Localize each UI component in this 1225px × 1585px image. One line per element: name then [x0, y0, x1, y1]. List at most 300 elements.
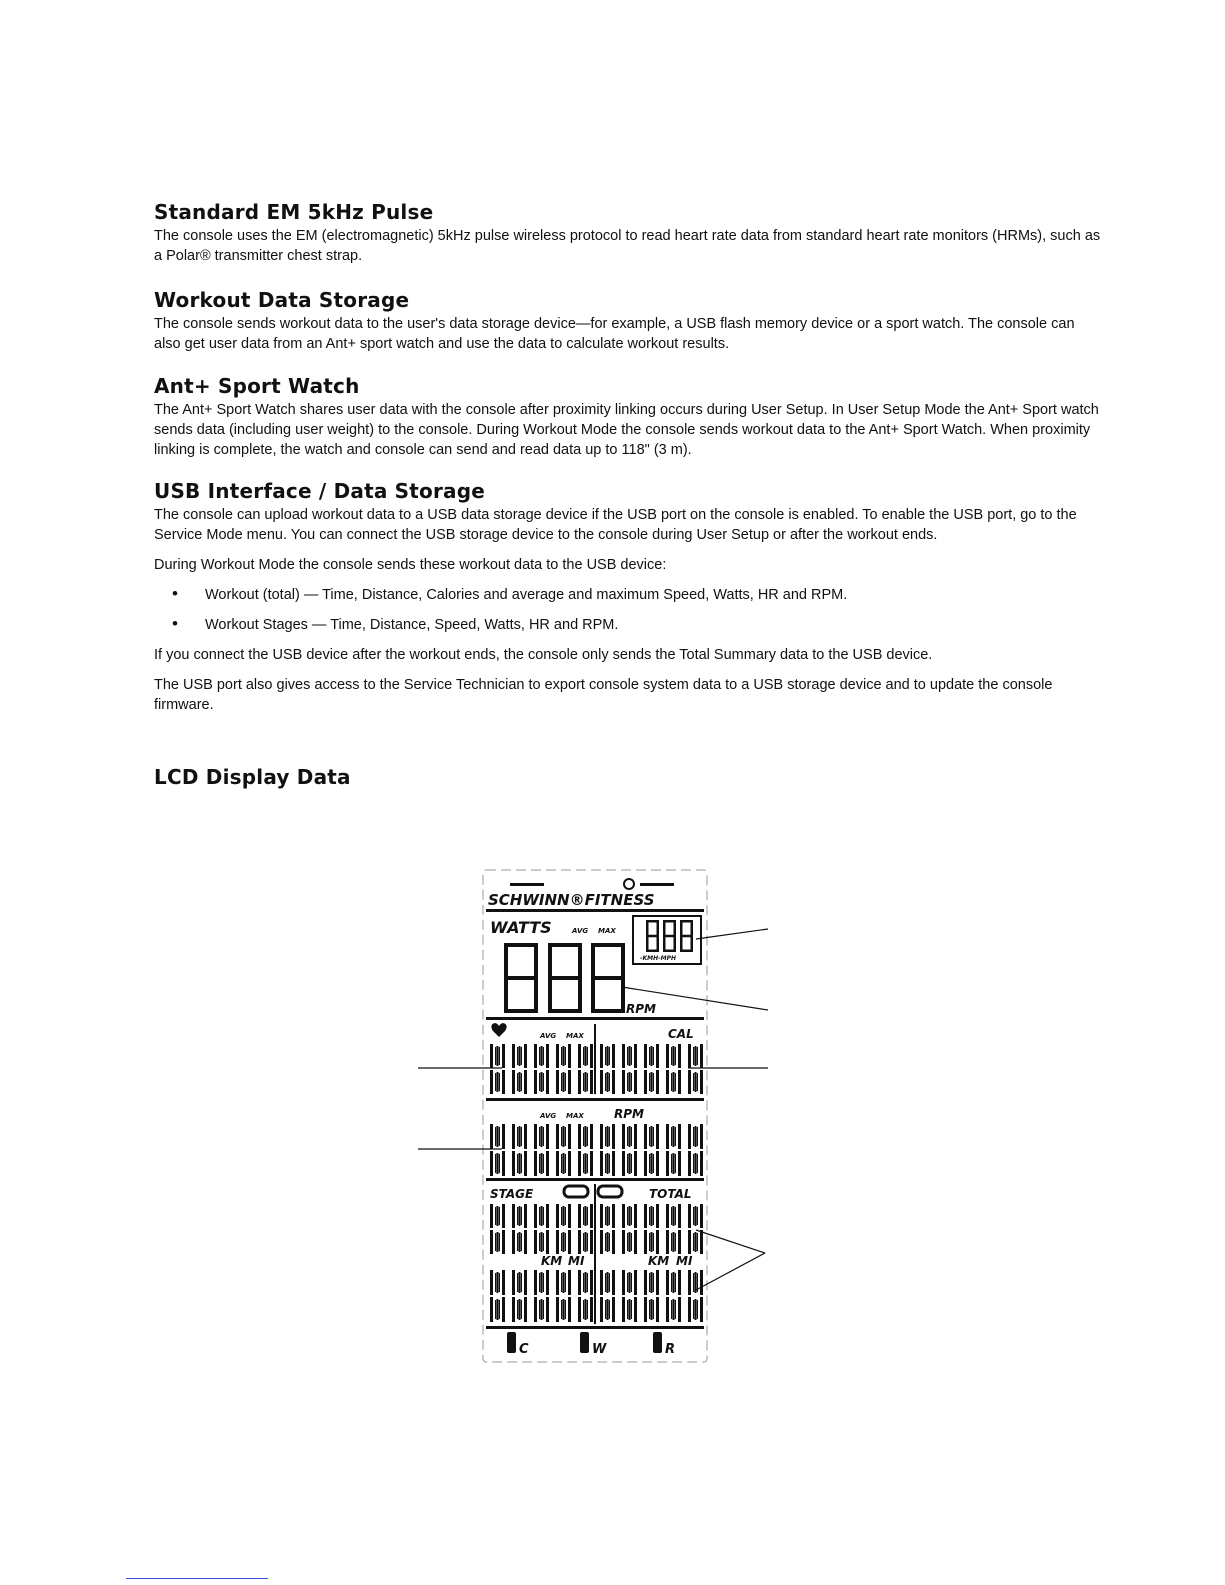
lcd-divider: [486, 1326, 704, 1329]
lcd-segment: [490, 1044, 493, 1068]
lcd-segment: [585, 1299, 587, 1320]
lcd-mi-label: MI: [568, 1254, 585, 1268]
section-paragraph: During Workout Mode the console sends these workout data to the USB device:: [154, 557, 667, 573]
lcd-segment: [695, 1046, 697, 1066]
lcd-segment: [519, 1206, 521, 1226]
lcd-segment: [563, 1072, 565, 1092]
lcd-segment: [671, 1127, 672, 1146]
lcd-segment: [495, 1154, 496, 1173]
lcd-segment: [612, 1070, 615, 1094]
lcd-segment: [609, 1127, 610, 1146]
lcd-segment: [666, 1297, 669, 1322]
lcd-segment: [565, 1154, 566, 1173]
lcd-segment: [627, 1127, 628, 1146]
lcd-segment: [578, 1270, 581, 1295]
lcd-segment: [587, 1207, 588, 1225]
lcd-segment: [627, 1207, 628, 1225]
lcd-segment: [578, 1297, 581, 1322]
lcd-segment: [502, 1230, 505, 1254]
lcd-segment: [688, 1270, 691, 1295]
lcd-speed-digits: [646, 920, 693, 952]
lcd-segment: [609, 1233, 610, 1251]
battery-label: W: [592, 1342, 607, 1357]
lcd-segment: [541, 1126, 543, 1147]
lcd-segment: [675, 1300, 676, 1319]
lcd-segment: [609, 1154, 610, 1173]
lcd-segment: [504, 976, 538, 980]
lcd-segment: [534, 1270, 537, 1295]
lcd-segment: [524, 1270, 527, 1295]
lcd-segment: [629, 1072, 631, 1092]
lcd-segment: [656, 1151, 659, 1176]
lcd-segment: [546, 1070, 549, 1094]
lcd-segment: [578, 1204, 581, 1228]
lcd-segment: [499, 1273, 500, 1292]
lcd-segment: [521, 1127, 522, 1146]
lcd-segment: [543, 1273, 544, 1292]
lcd-segment: [556, 1124, 559, 1149]
lcd-segment: [700, 1230, 703, 1254]
lcd-segment: [653, 1273, 654, 1292]
lcd-segment: [678, 1204, 681, 1228]
lcd-km-label: KM: [648, 1254, 670, 1268]
lcd-segment: [512, 1204, 515, 1228]
lcd-segment: [609, 1273, 610, 1292]
lcd-segment: [502, 1297, 505, 1322]
lcd-segment: [495, 1073, 496, 1091]
lcd-segment: [678, 1124, 681, 1149]
lcd-segment: [629, 1206, 631, 1226]
battery-label: C: [519, 1342, 529, 1357]
lcd-segment: [678, 1070, 681, 1094]
lcd-segment: [561, 1154, 562, 1173]
lcd-segment: [524, 1044, 527, 1068]
lcd-segment: [675, 1047, 676, 1065]
lcd-segment: [693, 1300, 694, 1319]
lcd-segment: [656, 1204, 659, 1228]
lcd-segment: [644, 1151, 647, 1176]
lcd-segment: [587, 1073, 588, 1091]
lcd-segment: [697, 1073, 698, 1091]
lcd-segment: [495, 1127, 496, 1146]
section-heading: Workout Data Storage: [154, 288, 410, 312]
lcd-segment: [693, 1073, 694, 1091]
callout-line: [696, 929, 768, 939]
lcd-segment: [585, 1153, 587, 1174]
lcd-max-label: MAX: [598, 927, 616, 935]
lcd-segment: [539, 1047, 540, 1065]
lcd-brand: SCHWINN®FITNESS: [488, 891, 655, 909]
lcd-watts-digits: [504, 943, 625, 1013]
lcd-segment: [490, 1204, 493, 1228]
lcd-avg-label: AVG: [572, 927, 589, 935]
lcd-segment: [563, 1299, 565, 1320]
lcd-segment: [646, 935, 659, 938]
lcd-segment: [605, 1073, 606, 1091]
lcd-segment: [678, 1044, 681, 1068]
lcd-segment: [600, 1044, 603, 1068]
lcd-max-label: MAX: [566, 1032, 584, 1040]
lcd-segment: [680, 935, 693, 938]
lcd-segment: [585, 1072, 587, 1092]
lcd-segment: [675, 1154, 676, 1173]
lcd-segment: [502, 1151, 505, 1176]
lcd-segment: [583, 1047, 584, 1065]
lcd-hr-cal-digits: [490, 1044, 703, 1094]
lcd-segment: [524, 1204, 527, 1228]
lcd-segment: [499, 1073, 500, 1091]
callout-line: [696, 1253, 765, 1290]
lcd-segment: [565, 1047, 566, 1065]
lcd-segment: [612, 1297, 615, 1322]
lcd-segment: [629, 1299, 631, 1320]
lcd-segment: [497, 1072, 499, 1092]
lcd-segment: [512, 1044, 515, 1068]
lcd-segment: [563, 1272, 565, 1293]
lcd-segment: [673, 1206, 675, 1226]
lcd-segment: [688, 1297, 691, 1322]
lcd-segment: [541, 1232, 543, 1252]
lcd-segment: [609, 1047, 610, 1065]
lcd-segment: [585, 1126, 587, 1147]
lcd-segment: [519, 1126, 521, 1147]
lcd-segment: [607, 1272, 609, 1293]
lcd-segment: [605, 1300, 606, 1319]
lcd-segment: [512, 1124, 515, 1149]
lcd-segment: [680, 950, 693, 953]
lcd-segment: [653, 1127, 654, 1146]
lcd-segment: [517, 1207, 518, 1225]
lcd-segment: [693, 1207, 694, 1225]
lcd-segment: [517, 1073, 518, 1091]
lcd-segment: [605, 1047, 606, 1065]
lcd-segment: [605, 1154, 606, 1173]
lcd-segment: [644, 1070, 647, 1094]
battery-icon: [507, 1332, 529, 1357]
lcd-segment: [568, 1297, 571, 1322]
lcd-segment: [649, 1073, 650, 1091]
lcd-segment: [666, 1044, 669, 1068]
lcd-segment: [587, 1047, 588, 1065]
lcd-segment: [600, 1297, 603, 1322]
lcd-segment: [649, 1233, 650, 1251]
lcd-segment: [649, 1047, 650, 1065]
lcd-segment: [695, 1299, 697, 1320]
lcd-segment: [497, 1272, 499, 1293]
lcd-segment: [607, 1299, 609, 1320]
lcd-segment: [663, 950, 676, 953]
lcd-segment: [541, 1046, 543, 1066]
lcd-segment: [556, 1230, 559, 1254]
lcd-segment: [629, 1232, 631, 1252]
lcd-segment: [629, 1153, 631, 1174]
lcd-segment: [651, 1206, 653, 1226]
section-paragraph: The USB port also gives access to the Service Technician to export console system data to a USB storage device and to update the console firmware.: [154, 677, 1053, 713]
lcd-segment: [578, 1230, 581, 1254]
lcd-segment: [543, 1154, 544, 1173]
lcd-segment: [561, 1073, 562, 1091]
lcd-rpm-label-top: RPM: [626, 1002, 656, 1016]
lcd-segment: [693, 1047, 694, 1065]
lcd-segment: [651, 1153, 653, 1174]
lcd-segment: [695, 1232, 697, 1252]
lcd-segment: [675, 1233, 676, 1251]
lcd-segment: [666, 1070, 669, 1094]
lcd-segment: [649, 1127, 650, 1146]
lcd-segment: [607, 1153, 609, 1174]
lcd-segment: [605, 1273, 606, 1292]
lcd-segment: [590, 1297, 593, 1322]
lcd-segment: [541, 1206, 543, 1226]
lcd-segment: [587, 1300, 588, 1319]
lcd-segment: [678, 1230, 681, 1254]
lcd-segment: [556, 1270, 559, 1295]
lcd-segment: [585, 1232, 587, 1252]
lcd-segment: [521, 1047, 522, 1065]
lcd-segment: [646, 920, 659, 923]
lcd-segment: [495, 1207, 496, 1225]
lcd-segment: [546, 1297, 549, 1322]
lcd-segment: [644, 1270, 647, 1295]
lcd-segment: [546, 1151, 549, 1176]
lcd-segment: [644, 1124, 647, 1149]
lcd-svg: [418, 866, 773, 1366]
lcd-segment: [534, 1124, 537, 1149]
lcd-segment: [671, 1154, 672, 1173]
lcd-segment: [504, 943, 538, 947]
lcd-segment: [693, 1154, 694, 1173]
lcd-segment: [563, 1153, 565, 1174]
lcd-segment: [512, 1270, 515, 1295]
lcd-segment: [534, 1151, 537, 1176]
lcd-segment: [627, 1273, 628, 1292]
lcd-segment: [609, 1073, 610, 1091]
lcd-segment: [656, 1044, 659, 1068]
lcd-segment: [495, 1300, 496, 1319]
lcd-segment: [517, 1127, 518, 1146]
lcd-segment: [700, 1044, 703, 1068]
lcd-segment: [605, 1207, 606, 1225]
lcd-segment: [490, 1151, 493, 1176]
lcd-segment: [519, 1153, 521, 1174]
lcd-segment: [651, 1272, 653, 1293]
lcd-segment: [534, 1070, 537, 1094]
lcd-segment: [629, 1046, 631, 1066]
lcd-segment: [568, 1124, 571, 1149]
lcd-segment: [524, 1151, 527, 1176]
lcd-segment: [644, 1230, 647, 1254]
lcd-distance-digits: [490, 1270, 703, 1322]
lcd-segment: [561, 1127, 562, 1146]
lcd-segment: [497, 1153, 499, 1174]
lcd-segment: [607, 1046, 609, 1066]
lcd-segment: [568, 1151, 571, 1176]
lcd-segment: [543, 1207, 544, 1225]
lcd-segment: [490, 1230, 493, 1254]
lcd-segment: [680, 920, 693, 923]
lcd-segment: [700, 1151, 703, 1176]
lcd-segment: [634, 1151, 637, 1176]
lcd-segment: [700, 1297, 703, 1322]
lcd-segment: [663, 935, 676, 938]
lcd-segment: [629, 1126, 631, 1147]
lcd-segment: [622, 1297, 625, 1322]
lcd-segment: [695, 1072, 697, 1092]
lcd-segment: [590, 1230, 593, 1254]
lcd-segment: [651, 1232, 653, 1252]
lcd-segment: [607, 1126, 609, 1147]
lcd-cal-label: CAL: [668, 1027, 694, 1041]
lcd-vertical-divider: [594, 1184, 596, 1324]
lcd-segment: [521, 1273, 522, 1292]
lcd-rpm-label: RPM: [614, 1107, 644, 1121]
lcd-segment: [517, 1154, 518, 1173]
lcd-segment: [568, 1044, 571, 1068]
lcd-segment: [565, 1207, 566, 1225]
lcd-vertical-divider: [594, 1024, 596, 1094]
lcd-segment: [546, 1044, 549, 1068]
lcd-segment: [543, 1127, 544, 1146]
lcd-segment: [700, 1070, 703, 1094]
lcd-segment: [591, 976, 625, 980]
lcd-segment: [609, 1207, 610, 1225]
lcd-segment: [631, 1207, 632, 1225]
lcd-segment: [653, 1207, 654, 1225]
lcd-segment: [583, 1154, 584, 1173]
lcd-segment: [591, 943, 625, 947]
lcd-segment: [634, 1270, 637, 1295]
section-paragraph: The console can upload workout data to a USB data storage device if the USB port on the console is enabled. To enable the USB port, go to the Service Mode menu. You can connect the USB storage device to the console during User Setup or after the workout ends.: [154, 507, 1077, 543]
lcd-segment: [646, 950, 659, 953]
lcd-segment: [607, 1206, 609, 1226]
callout-line: [696, 1230, 765, 1253]
lcd-segment: [519, 1072, 521, 1092]
lcd-segment: [563, 1232, 565, 1252]
lcd-segment: [583, 1273, 584, 1292]
lcd-segment: [673, 1153, 675, 1174]
lcd-segment: [673, 1046, 675, 1066]
lcd-segment: [649, 1273, 650, 1292]
lcd-segment: [590, 1270, 593, 1295]
lcd-segment: [565, 1273, 566, 1292]
lcd-segment: [546, 1204, 549, 1228]
lcd-segment: [612, 1124, 615, 1149]
lcd-segment: [585, 1206, 587, 1226]
lcd-segment: [502, 1204, 505, 1228]
lcd-segment: [634, 1204, 637, 1228]
lcd-segment: [585, 1272, 587, 1293]
lcd-segment: [512, 1297, 515, 1322]
lcd-segment: [673, 1126, 675, 1147]
lcd-segment: [502, 1270, 505, 1295]
lcd-stage-pill: [564, 1186, 588, 1197]
lcd-segment: [517, 1047, 518, 1065]
lcd-segment: [561, 1047, 562, 1065]
lcd-segment: [563, 1126, 565, 1147]
lcd-segment: [634, 1297, 637, 1322]
lcd-segment: [568, 1270, 571, 1295]
lcd-segment: [697, 1127, 698, 1146]
lcd-segment: [517, 1273, 518, 1292]
lcd-segment: [634, 1044, 637, 1068]
lcd-segment: [512, 1230, 515, 1254]
lcd-avg-label: AVG: [540, 1112, 557, 1120]
lcd-segment: [612, 1151, 615, 1176]
lcd-segment: [666, 1124, 669, 1149]
lcd-segment: [563, 1046, 565, 1066]
lcd-segment: [695, 1206, 697, 1226]
lcd-mi-label: MI: [676, 1254, 693, 1268]
lcd-segment: [568, 1230, 571, 1254]
lcd-segment: [612, 1230, 615, 1254]
lcd-segment: [688, 1044, 691, 1068]
lcd-segment: [656, 1230, 659, 1254]
lcd-segment: [673, 1272, 675, 1293]
lcd-segment: [587, 1127, 588, 1146]
lcd-segment: [612, 1044, 615, 1068]
list-item: • Workout (total) — Time, Distance, Calories and average and maximum Speed, Watts, HR and RPM.: [154, 585, 1104, 605]
lcd-segment: [666, 1151, 669, 1176]
lcd-divider: [486, 1098, 704, 1101]
lcd-segment: [649, 1207, 650, 1225]
lcd-indicator-icon: [624, 879, 634, 889]
lcd-segment: [644, 1044, 647, 1068]
lcd-segment: [583, 1207, 584, 1225]
lcd-segment: [688, 1070, 691, 1094]
lcd-segment: [556, 1204, 559, 1228]
battery-label: R: [665, 1342, 676, 1357]
lcd-segment: [521, 1207, 522, 1225]
lcd-segment: [631, 1047, 632, 1065]
lcd-segment: [497, 1232, 499, 1252]
lcd-display-diagram: [418, 866, 773, 1366]
lcd-segment: [663, 920, 676, 923]
lcd-segment: [653, 1073, 654, 1091]
lcd-segment: [583, 1233, 584, 1251]
lcd-segment: [502, 1124, 505, 1149]
lcd-segment: [600, 1151, 603, 1176]
lcd-segment: [504, 1009, 538, 1013]
lcd-segment: [587, 1273, 588, 1292]
lcd-segment: [539, 1073, 540, 1091]
lcd-segment: [700, 1270, 703, 1295]
lcd-segment: [502, 1044, 505, 1068]
lcd-segment: [548, 943, 582, 947]
lcd-segment: [622, 1070, 625, 1094]
lcd-segment: [656, 1270, 659, 1295]
lcd-segment: [673, 1072, 675, 1092]
lcd-segment: [543, 1073, 544, 1091]
lcd-segment: [600, 1124, 603, 1149]
lcd-segment: [563, 1206, 565, 1226]
lcd-segment: [688, 1124, 691, 1149]
lcd-segment: [678, 1297, 681, 1322]
lcd-segment: [534, 1230, 537, 1254]
lcd-segment: [519, 1299, 521, 1320]
section-paragraph: If you connect the USB device after the workout ends, the console only sends the Total Summary data to the USB device.: [154, 647, 933, 663]
lcd-segment: [534, 1297, 537, 1322]
lcd-segment: [653, 1233, 654, 1251]
lcd-segment: [590, 1151, 593, 1176]
lcd-segment: [697, 1233, 698, 1251]
section-ant-sport-watch: [154, 374, 1104, 460]
lcd-speed-units: -KMH-MPH: [640, 955, 677, 962]
lcd-segment: [521, 1233, 522, 1251]
lcd-segment: [675, 1073, 676, 1091]
lcd-segment: [561, 1207, 562, 1225]
lcd-segment: [700, 1124, 703, 1149]
section-heading: LCD Display Data: [154, 765, 351, 789]
